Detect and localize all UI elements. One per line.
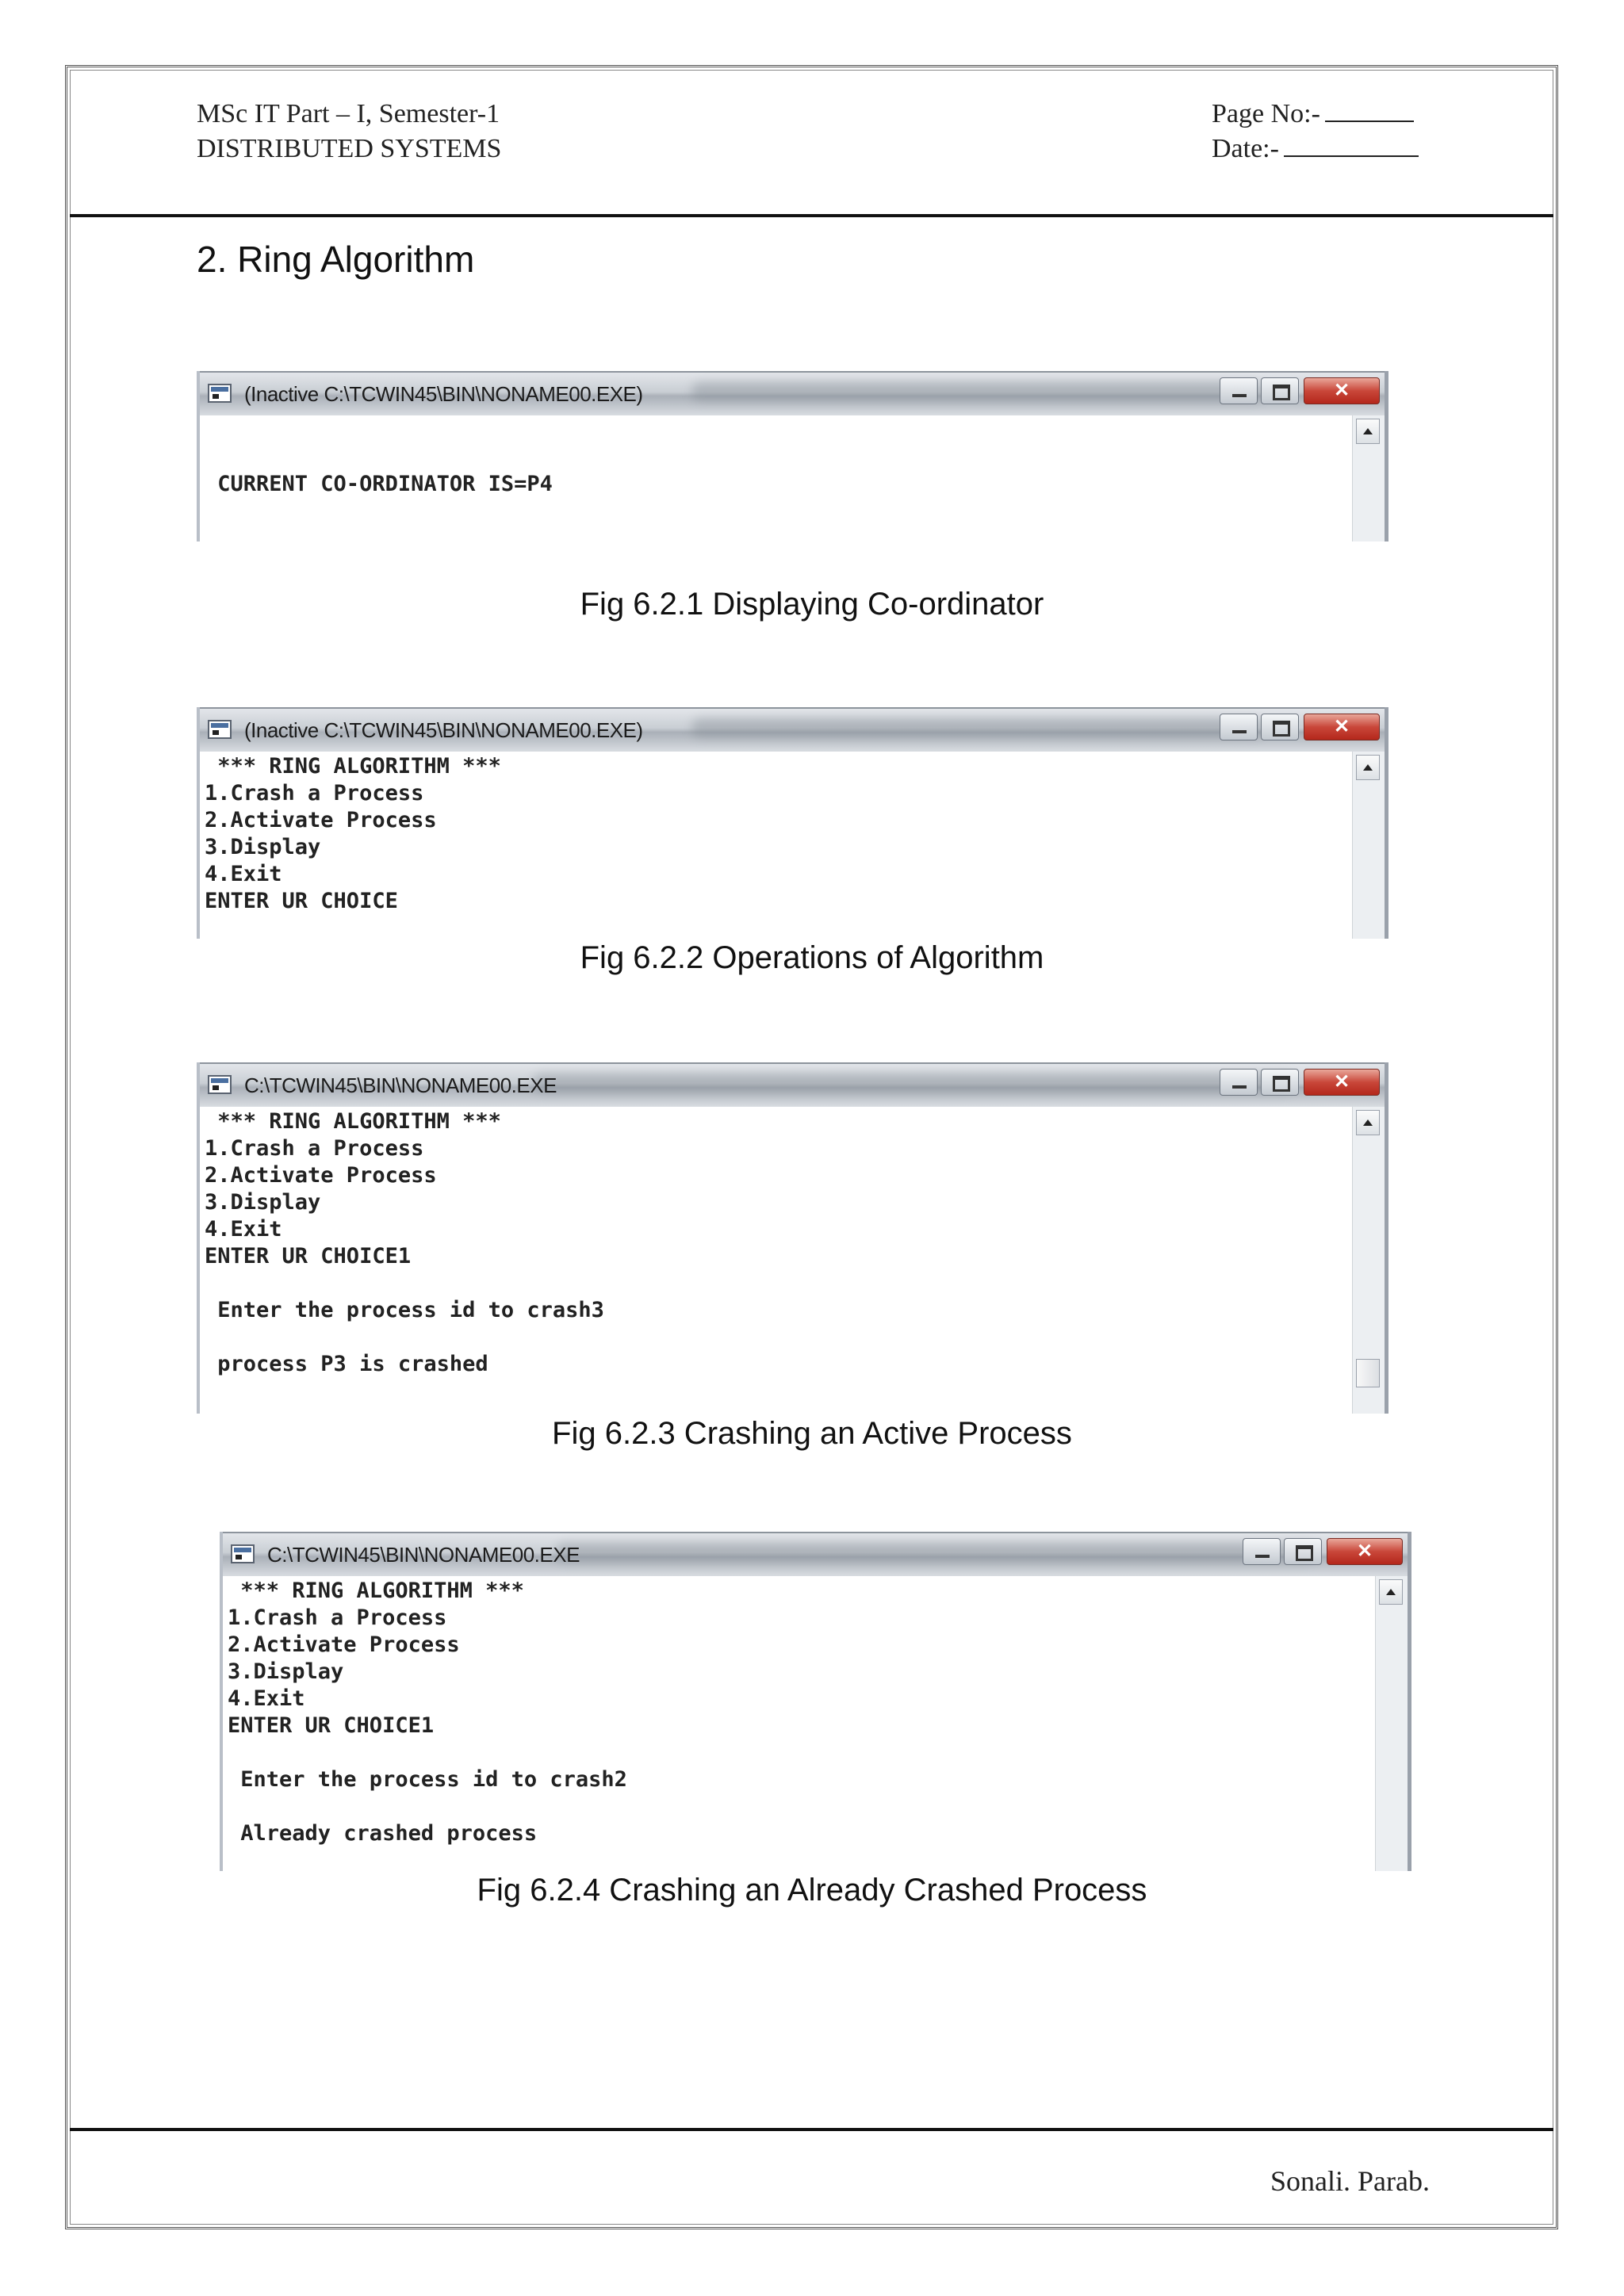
figure-caption: Fig 6.2.1 Displaying Co-ordinator xyxy=(580,587,1044,622)
figure-caption: Fig 6.2.4 Crashing an Already Crashed Process xyxy=(477,1873,1147,1908)
close-icon[interactable] xyxy=(1327,1538,1403,1565)
close-icon[interactable] xyxy=(1304,714,1380,740)
course-label: MSc IT Part – I, Semester-1 xyxy=(197,99,500,128)
vertical-scrollbar[interactable] xyxy=(1352,415,1385,541)
vertical-scrollbar[interactable] xyxy=(1352,1107,1385,1414)
section-title: 2. Ring Algorithm xyxy=(197,239,475,280)
console-output: *** RING ALGORITHM *** 1.Crash a Process 2.Activate Process 3.Display 4.Exit ENTER UR CHOICE1 Enter the process id to crash2 Already crashed process xyxy=(228,1578,627,1846)
window-title: (Inactive C:\TCWIN45\BIN\NONAME00.EXE) xyxy=(244,718,643,742)
window-controls xyxy=(1216,377,1380,406)
figure-caption: Fig 6.2.3 Crashing an Active Process xyxy=(552,1416,1072,1451)
window-title: C:\TCWIN45\BIN\NONAME00.EXE xyxy=(244,1073,557,1097)
figure-caption: Fig 6.2.2 Operations of Algorithm xyxy=(580,940,1044,975)
subject-label: DISTRIBUTED SYSTEMS xyxy=(197,134,502,163)
page-no-label: Page No:- xyxy=(1212,99,1320,128)
minimize-icon[interactable] xyxy=(1220,377,1258,404)
console-window-coordinator xyxy=(197,371,1388,541)
console-app-icon xyxy=(208,720,232,739)
console-window-crash-crashed xyxy=(220,1532,1411,1871)
maximize-icon[interactable] xyxy=(1261,714,1299,740)
maximize-icon[interactable] xyxy=(1261,1069,1299,1096)
vertical-scrollbar[interactable] xyxy=(1352,752,1385,939)
date-label: Date:- xyxy=(1212,134,1279,163)
console-output: *** RING ALGORITHM *** 1.Crash a Process 2.Activate Process 3.Display 4.Exit ENTER UR CHOICE1 Enter the process id to crash3 process P3 is crashed xyxy=(205,1109,604,1376)
close-icon[interactable] xyxy=(1304,1069,1380,1096)
maximize-icon[interactable] xyxy=(1261,377,1299,404)
footer-divider xyxy=(70,2128,1553,2131)
scroll-up-icon[interactable] xyxy=(1379,1579,1403,1605)
window-title: C:\TCWIN45\BIN\NONAME00.EXE xyxy=(267,1543,580,1567)
scrollbar-thumb[interactable] xyxy=(1356,1359,1380,1387)
window-controls xyxy=(1216,1069,1380,1097)
scroll-up-icon[interactable] xyxy=(1356,1110,1380,1135)
close-icon[interactable] xyxy=(1304,377,1380,404)
page-no-blank xyxy=(1325,98,1414,122)
scroll-up-icon[interactable] xyxy=(1356,755,1380,780)
header-right xyxy=(1212,97,1419,166)
console-window-crash-active xyxy=(197,1062,1388,1414)
console-window-menu xyxy=(197,707,1388,939)
scroll-up-icon[interactable] xyxy=(1356,419,1380,444)
header-divider xyxy=(70,214,1553,217)
window-controls xyxy=(1239,1538,1403,1567)
window-titlebar[interactable] xyxy=(200,707,1385,752)
minimize-icon[interactable] xyxy=(1220,714,1258,740)
console-app-icon xyxy=(231,1544,255,1563)
minimize-icon[interactable] xyxy=(1220,1069,1258,1096)
window-titlebar[interactable] xyxy=(200,371,1385,415)
window-titlebar[interactable] xyxy=(223,1532,1408,1576)
window-title: (Inactive C:\TCWIN45\BIN\NONAME00.EXE) xyxy=(244,382,643,406)
author-signature: Sonali. Parab. xyxy=(1270,2165,1430,2197)
vertical-scrollbar[interactable] xyxy=(1375,1576,1408,1871)
console-app-icon xyxy=(208,1075,232,1094)
page-no-field xyxy=(1212,97,1419,132)
header-left xyxy=(197,97,501,166)
console-app-icon xyxy=(208,384,232,403)
console-output: *** RING ALGORITHM *** 1.Crash a Process 2.Activate Process 3.Display 4.Exit ENTER UR CHOICE xyxy=(205,754,501,913)
date-blank xyxy=(1284,133,1419,157)
date-field xyxy=(1212,132,1419,166)
window-titlebar[interactable] xyxy=(200,1062,1385,1107)
window-controls xyxy=(1216,714,1380,742)
minimize-icon[interactable] xyxy=(1243,1538,1281,1565)
console-output: CURRENT CO-ORDINATOR IS=P4 xyxy=(217,472,553,496)
maximize-icon[interactable] xyxy=(1284,1538,1322,1565)
